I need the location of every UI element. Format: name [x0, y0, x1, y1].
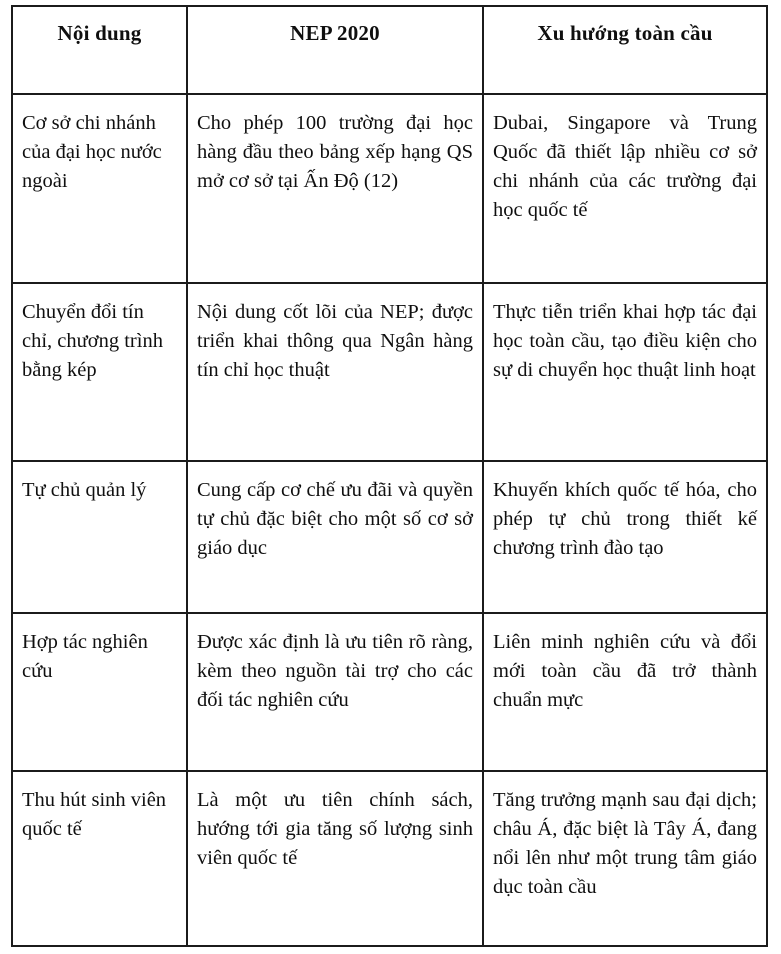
cell-global	[483, 461, 767, 613]
cell-topic: Cơ sở chi nhánh của đại học nước ngoài	[12, 94, 187, 283]
cell-topic: Thu hút sinh viên quốc tế	[12, 771, 187, 946]
cell-text: Cung cấp cơ chế ưu đãi và quyền tự chủ đặc biệt cho một số cơ sở giáo dục	[197, 479, 473, 560]
cell-text: Khuyến khích quốc tế hóa, cho phép tự chủ trong thiết kế chương trình đào tạo	[493, 479, 757, 560]
cell-global	[483, 613, 767, 771]
cell-text: Được xác định là ưu tiên rõ ràng, kèm theo nguồn tài trợ cho các đối tác nghiên cứu	[197, 631, 473, 712]
table-body	[12, 94, 767, 946]
column-header-nep: NEP 2020	[187, 6, 483, 94]
cell-text: Liên minh nghiên cứu và đổi mới toàn cầu đã trở thành chuẩn mực	[493, 631, 757, 712]
cell-text: Nội dung cốt lõi của NEP; được triển khai thông qua Ngân hàng tín chỉ học thuật	[197, 301, 473, 382]
cell-nep	[187, 94, 483, 283]
table-row	[12, 283, 767, 461]
cell-topic: Chuyển đổi tín chỉ, chương trình bằng kép	[12, 283, 187, 461]
table-row	[12, 94, 767, 283]
table-row	[12, 771, 767, 946]
cell-text: Là một ưu tiên chính sách, hướng tới gia tăng số lượng sinh viên quốc tế	[197, 789, 473, 870]
cell-text: Tăng trưởng mạnh sau đại dịch; châu Á, đặc biệt là Tây Á, đang nổi lên như một trung tâm giáo dục toàn cầu	[493, 789, 757, 899]
header-row	[12, 6, 767, 94]
cell-nep	[187, 461, 483, 613]
nep-global-comparison-table	[11, 5, 768, 947]
table-row	[12, 461, 767, 613]
column-header-global: Xu hướng toàn cầu	[483, 6, 767, 94]
cell-nep	[187, 283, 483, 461]
cell-global	[483, 283, 767, 461]
column-header-topic: Nội dung	[12, 6, 187, 94]
cell-text: Cho phép 100 trường đại học hàng đầu theo bảng xếp hạng QS mở cơ sở tại Ấn Độ (12)	[197, 112, 473, 193]
cell-nep	[187, 771, 483, 946]
cell-nep	[187, 613, 483, 771]
cell-global	[483, 94, 767, 283]
cell-topic: Tự chủ quản lý	[12, 461, 187, 613]
cell-topic: Hợp tác nghiên cứu	[12, 613, 187, 771]
table-row	[12, 613, 767, 771]
table-header	[12, 6, 767, 94]
cell-text: Thực tiễn triển khai hợp tác đại học toàn cầu, tạo điều kiện cho sự di chuyển học thuật linh hoạt	[493, 301, 757, 382]
comparison-table-container	[11, 5, 766, 940]
cell-global	[483, 771, 767, 946]
cell-text: Dubai, Singapore và Trung Quốc đã thiết lập nhiều cơ sở chi nhánh của các trường đại học quốc tế	[493, 112, 757, 222]
